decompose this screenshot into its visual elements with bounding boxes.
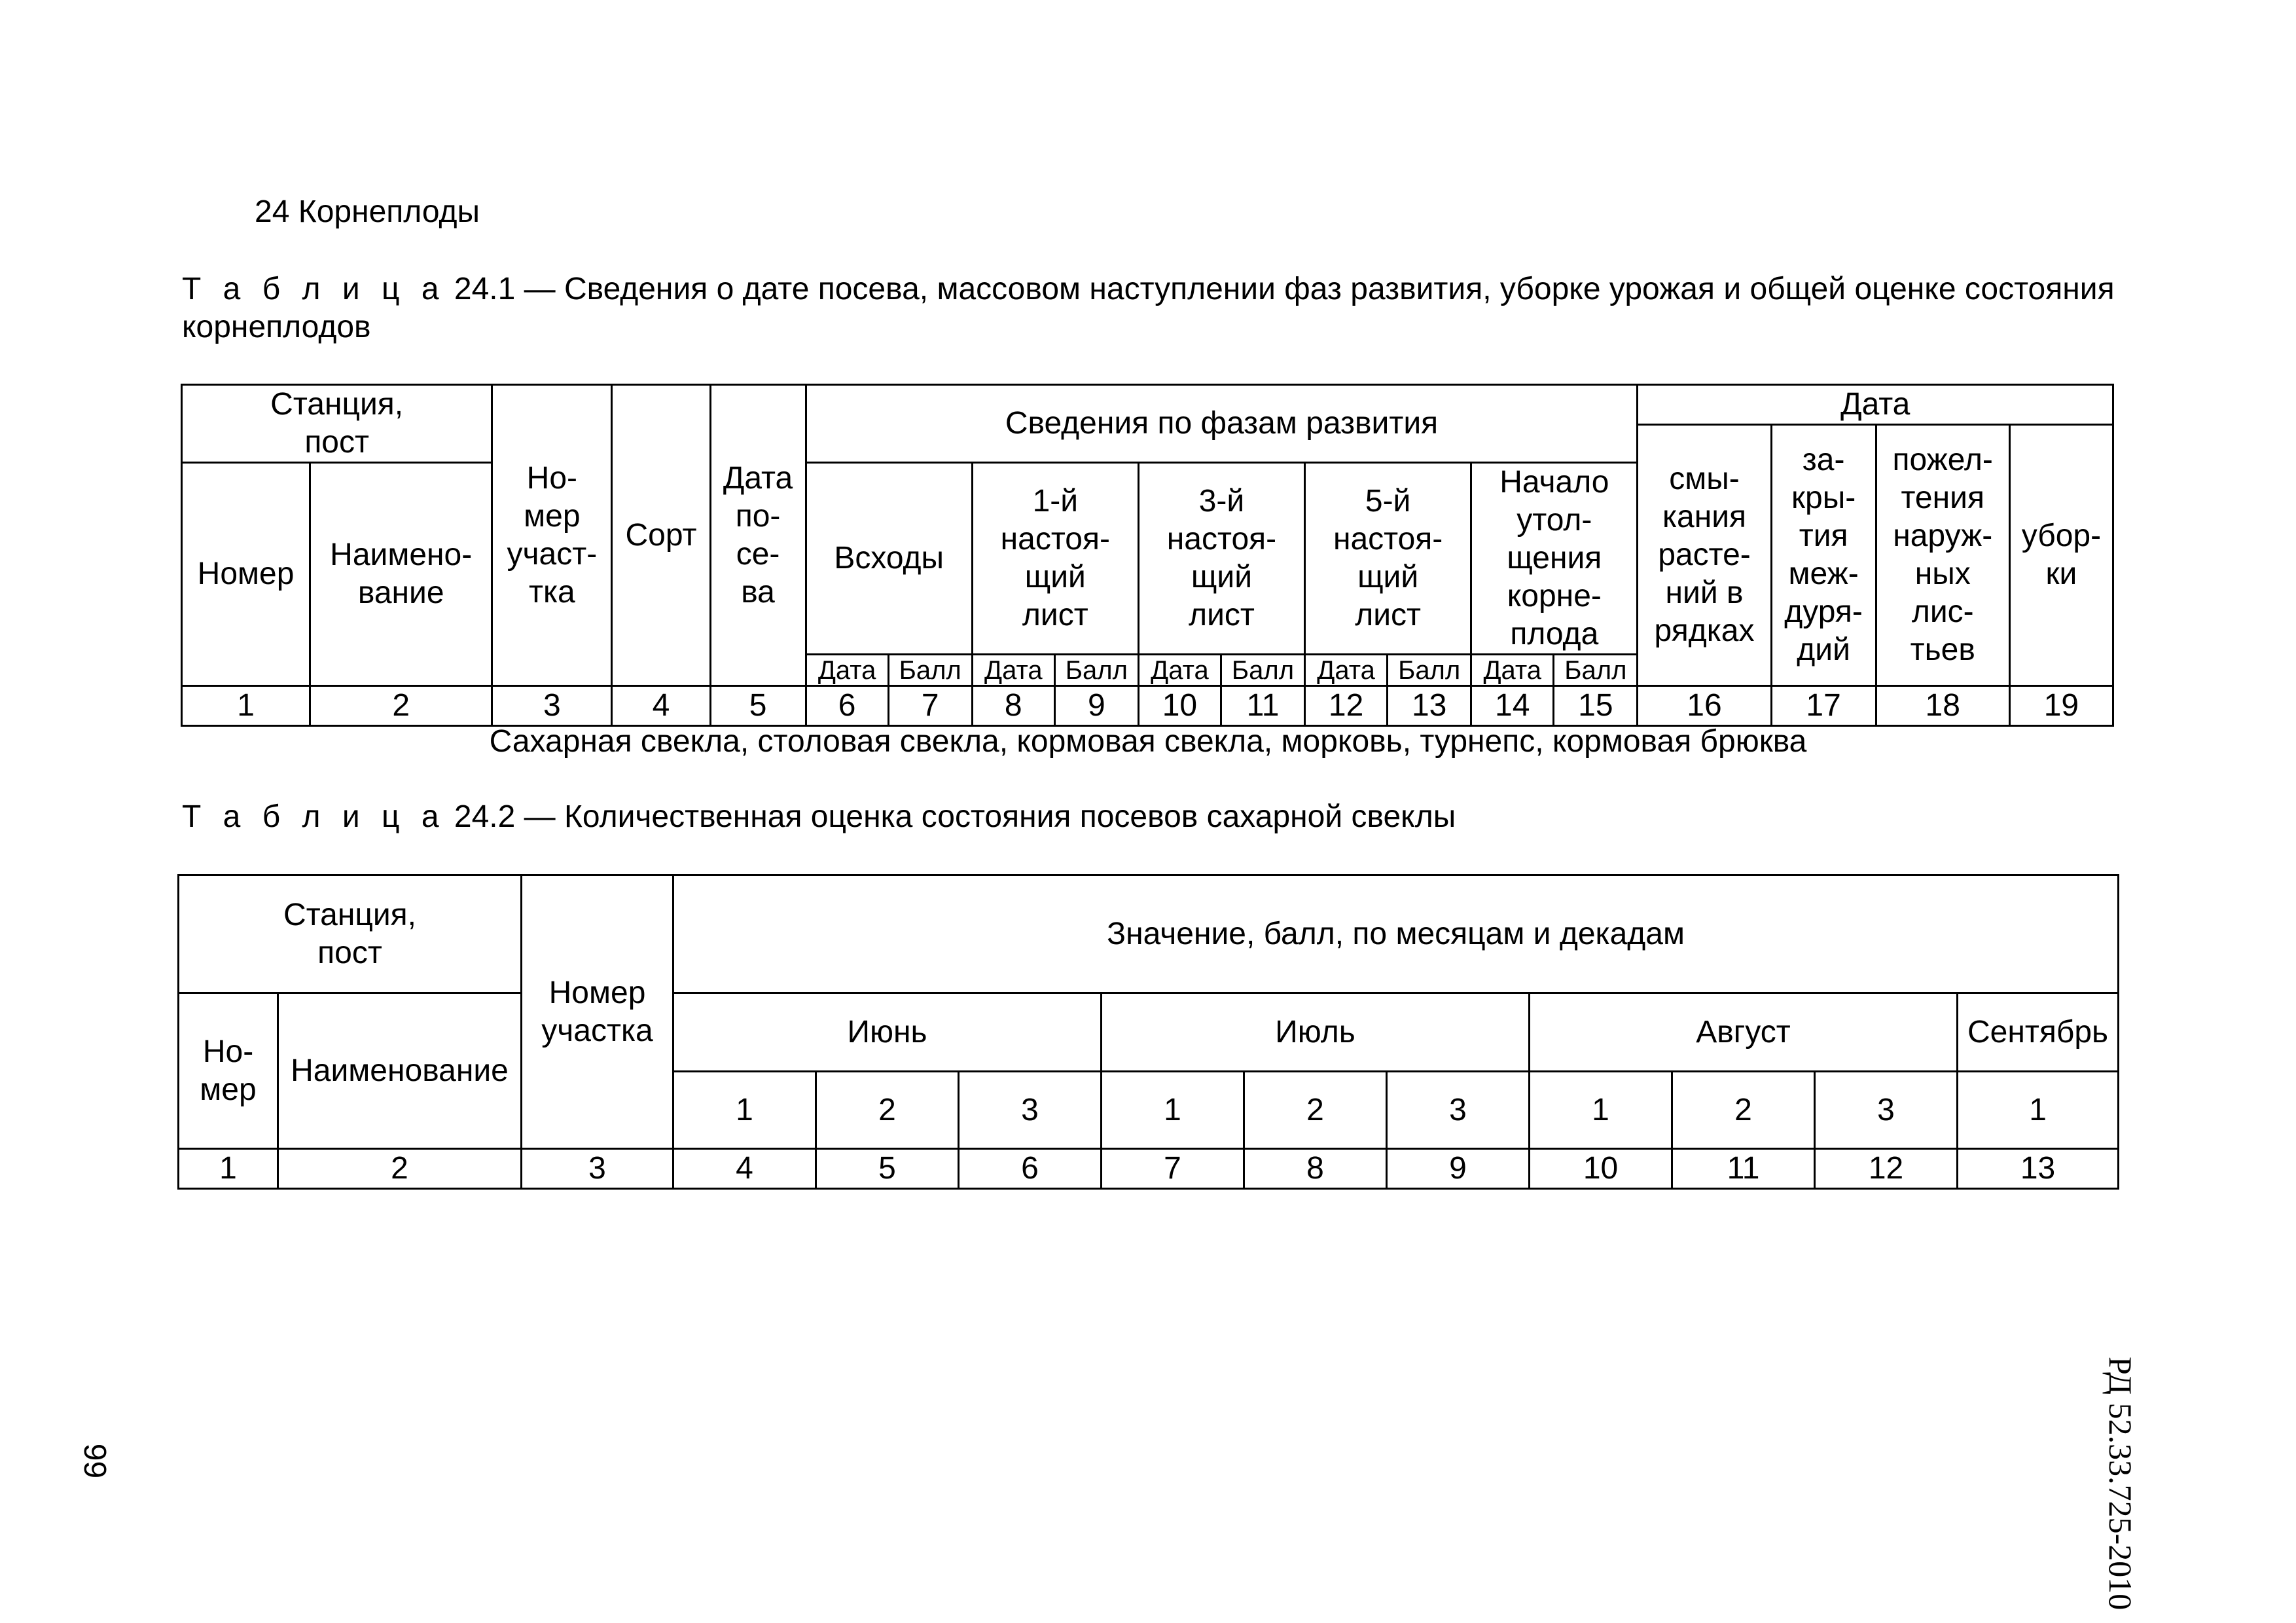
header-line: корне- [1507, 579, 1602, 613]
header-line: ки [2045, 556, 2077, 591]
table2-title [182, 799, 1456, 835]
phase-leaf-3 [1138, 463, 1304, 655]
column-numbers-row [182, 686, 2113, 726]
station-post-header [179, 875, 522, 993]
column-number: 5 [816, 1149, 959, 1189]
document-code: РД 52.33.725-2010 [2102, 1357, 2139, 1611]
date-col-harvest [2009, 425, 2113, 686]
phases-header: Сведения по фазам развития [806, 385, 1638, 463]
header-line: се- [736, 536, 780, 572]
header-line: мер [524, 498, 581, 534]
column-number: 19 [2009, 686, 2113, 726]
header-line: Станция, [283, 897, 416, 932]
header-line: ных [1914, 556, 1971, 591]
column-number: 2 [310, 686, 492, 726]
date-col-yellowing [1876, 425, 2009, 686]
date-header: Дата [1638, 385, 2113, 425]
column-number: 11 [1221, 686, 1304, 726]
header-line: тия [1799, 519, 1848, 553]
table2-title-rest: 24.2 — Количественная оценка состояния посевов сахарной свеклы [445, 799, 1456, 834]
header-line: ний в [1665, 575, 1744, 610]
table-24-1 [181, 384, 2114, 727]
header-line: Станция, [270, 387, 404, 422]
values-header: Значение, балл, по месяцам и декадам [673, 875, 2119, 993]
header-line: тения [1901, 481, 1984, 515]
sowing-date-header [710, 385, 806, 686]
column-number: 3 [522, 1149, 673, 1189]
decade-number: 1 [1530, 1072, 1672, 1149]
number-header [179, 993, 278, 1149]
sub-score: Балл [1554, 655, 1638, 686]
header-line: 5-й [1365, 484, 1411, 519]
header-line: 3-й [1198, 484, 1245, 519]
header-line: Дата [723, 460, 793, 496]
header-line: Начало [1499, 465, 1609, 500]
decade-number: 2 [816, 1072, 959, 1149]
month-july: Июль [1102, 993, 1530, 1072]
name-header [310, 463, 492, 686]
column-number: 15 [1554, 686, 1638, 726]
column-number: 8 [1244, 1149, 1387, 1189]
sub-date: Дата [806, 655, 888, 686]
decade-number: 3 [1387, 1072, 1530, 1149]
header-line: щий [1357, 560, 1419, 594]
header-line: настоя- [1166, 522, 1277, 556]
sub-score: Балл [1221, 655, 1304, 686]
column-number: 13 [1388, 686, 1471, 726]
header-line: щения [1507, 541, 1602, 575]
sub-date: Дата [1138, 655, 1221, 686]
column-number: 10 [1530, 1149, 1672, 1189]
column-number: 7 [1102, 1149, 1244, 1189]
column-number: 9 [1387, 1149, 1530, 1189]
column-number: 5 [710, 686, 806, 726]
sub-date: Дата [1305, 655, 1388, 686]
header-line: смы- [1669, 462, 1740, 496]
table1-title [182, 271, 2115, 307]
header-line: Наимено- [330, 538, 473, 572]
month-june: Июнь [673, 993, 1102, 1072]
header-line: Но- [526, 460, 578, 496]
column-number: 1 [182, 686, 310, 726]
decade-number: 2 [1672, 1072, 1815, 1149]
header-line: Номер [548, 975, 646, 1010]
table-24-2 [177, 874, 2119, 1190]
column-number: 3 [492, 686, 612, 726]
table1-title-prefix: Т а б л и ц а [182, 272, 446, 306]
column-number: 2 [278, 1149, 522, 1189]
column-number: 14 [1471, 686, 1554, 726]
header-line: кания [1662, 500, 1747, 534]
column-number: 6 [959, 1149, 1102, 1189]
header-line: расте- [1658, 538, 1751, 572]
header-line: мер [200, 1072, 257, 1107]
plot-number-header [492, 385, 612, 686]
header-line: ва [741, 574, 775, 610]
column-number: 16 [1638, 686, 1771, 726]
column-number: 9 [1054, 686, 1138, 726]
column-number: 4 [612, 686, 710, 726]
column-number: 8 [972, 686, 1054, 726]
header-line: за- [1802, 443, 1845, 477]
page-number: 99 [77, 1443, 113, 1479]
header-line: Всходы [834, 541, 944, 575]
month-september: Сентябрь [1958, 993, 2119, 1072]
header-line: вание [357, 575, 444, 610]
table2-title-prefix: Т а б л и ц а [182, 799, 446, 834]
date-col-interrow [1771, 425, 1876, 686]
header-line: 1-й [1032, 484, 1079, 519]
table1-title-line2: корнеплодов [182, 310, 371, 344]
sub-score: Балл [888, 655, 972, 686]
header-line: лист [1189, 598, 1255, 632]
variety-header: Сорт [612, 385, 710, 686]
header-line: пост [317, 935, 382, 970]
header-line: щий [1024, 560, 1086, 594]
header-line: лис- [1911, 594, 1974, 629]
month-august: Август [1530, 993, 1958, 1072]
column-number: 12 [1305, 686, 1388, 726]
station-post-header [182, 385, 492, 463]
number-header: Номер [182, 463, 310, 686]
header-line: участка [541, 1013, 653, 1048]
column-number: 4 [673, 1149, 816, 1189]
column-number: 7 [888, 686, 972, 726]
column-numbers-row [179, 1149, 2119, 1189]
decade-number: 1 [1958, 1072, 2119, 1149]
date-col-closing [1638, 425, 1771, 686]
header-line: пост [304, 425, 369, 460]
header-line: по- [735, 498, 781, 534]
decade-number: 1 [673, 1072, 816, 1149]
phase-root-thickening [1471, 463, 1638, 655]
section-heading: 24 Корнеплоды [255, 194, 480, 229]
header-line: щий [1191, 560, 1253, 594]
header-line: тьев [1910, 632, 1975, 667]
phase-emergence [806, 463, 972, 655]
header-line: кры- [1791, 481, 1856, 515]
column-number: 10 [1138, 686, 1221, 726]
column-number: 18 [1876, 686, 2009, 726]
header-line: убор- [2021, 519, 2102, 553]
header-line: лист [1022, 598, 1088, 632]
sub-date: Дата [1471, 655, 1554, 686]
phase-leaf-1 [972, 463, 1138, 655]
header-line: тка [528, 574, 575, 610]
header-line: меж- [1788, 556, 1859, 591]
column-number: 11 [1672, 1149, 1815, 1189]
column-number: 6 [806, 686, 888, 726]
header-line: дуря- [1784, 594, 1863, 629]
header-line: пожел- [1892, 443, 1993, 477]
plot-number-header [522, 875, 673, 1149]
header-line: плода [1510, 617, 1599, 651]
header-line: настоя- [1000, 522, 1110, 556]
decade-number: 3 [1815, 1072, 1958, 1149]
decade-number: 3 [959, 1072, 1102, 1149]
column-number: 1 [179, 1149, 278, 1189]
column-number: 13 [1958, 1149, 2119, 1189]
header-line: настоя- [1333, 522, 1443, 556]
header-line: дий [1797, 632, 1850, 667]
header-line: наруж- [1893, 519, 1993, 553]
decade-number: 1 [1102, 1072, 1244, 1149]
name-header: Наименование [278, 993, 522, 1149]
header-line: рядках [1654, 613, 1755, 648]
column-number: 12 [1815, 1149, 1958, 1189]
header-line: утол- [1516, 503, 1592, 538]
header-line: лист [1355, 598, 1422, 632]
header-line: участ- [507, 536, 598, 572]
header-line: Но- [202, 1034, 254, 1069]
column-number: 17 [1771, 686, 1876, 726]
sub-score: Балл [1388, 655, 1471, 686]
sub-date: Дата [972, 655, 1054, 686]
phase-leaf-5 [1305, 463, 1471, 655]
decade-number: 2 [1244, 1072, 1387, 1149]
table1-title-rest: 24.1 — Сведения о дате посева, массовом наступлении фаз развития, уборке урожая и общей оценке состояния [445, 272, 2115, 306]
crops-note: Сахарная свекла, столовая свекла, кормовая свекла, морковь, турнепс, кормовая брюква [489, 724, 1807, 759]
sub-score: Балл [1054, 655, 1138, 686]
